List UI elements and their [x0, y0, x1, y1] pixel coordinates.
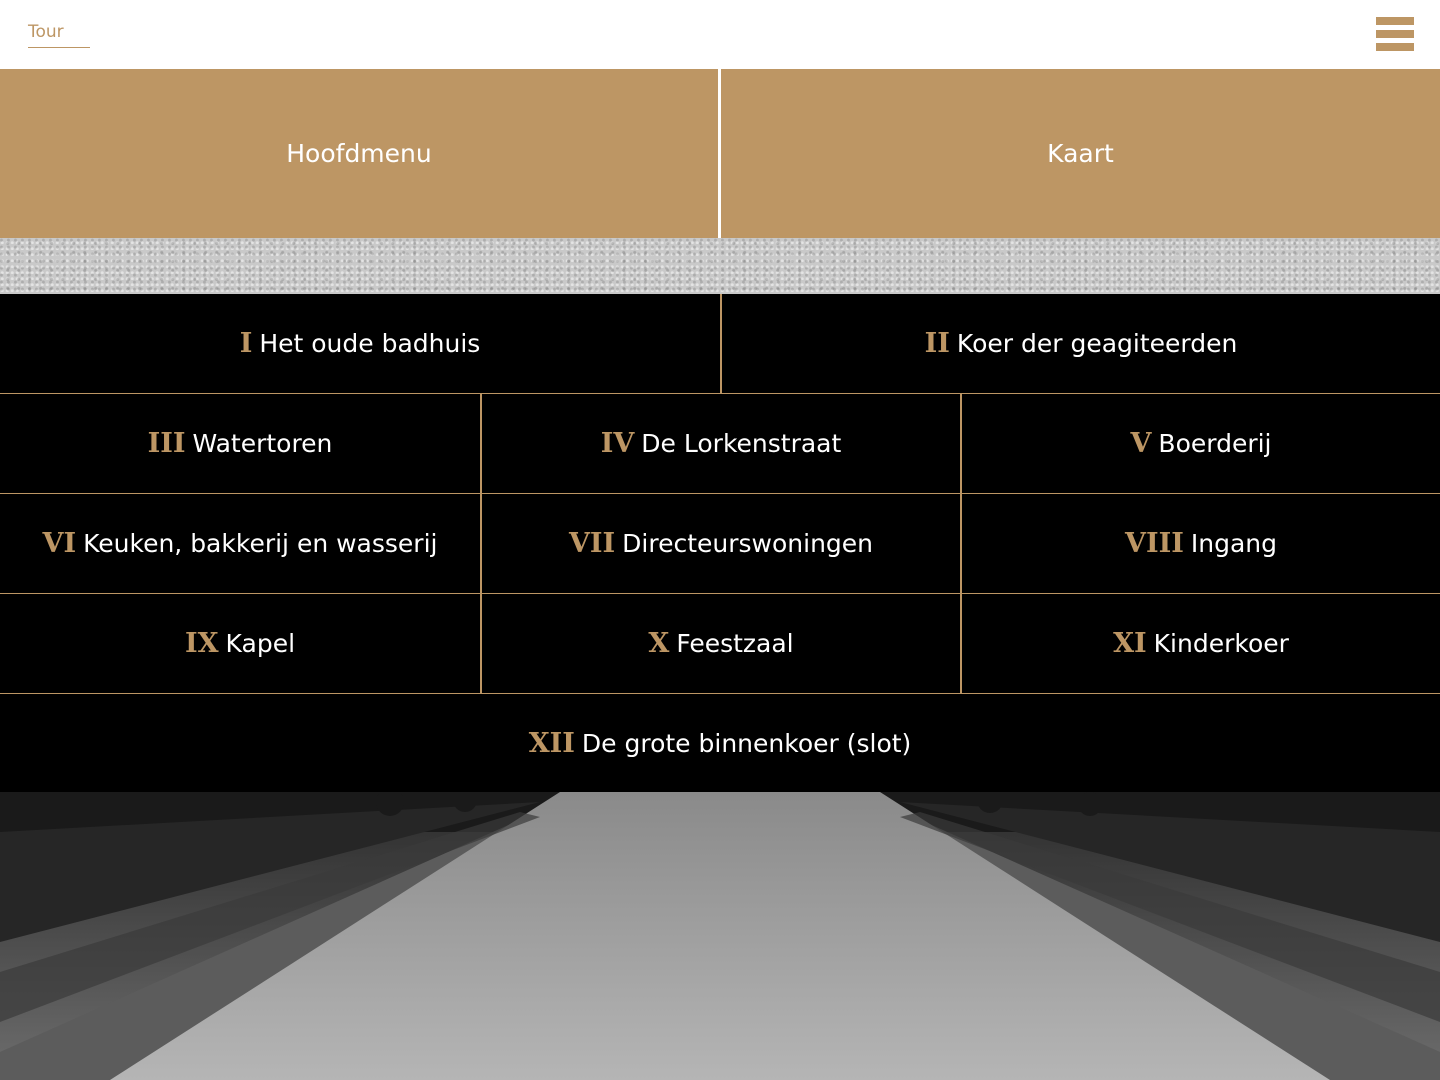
stop-button-9[interactable] [0, 594, 480, 693]
garden-path-photo [0, 792, 1440, 1080]
stop-title: De Lorkenstraat [641, 429, 842, 458]
stop-numeral: IX [184, 628, 219, 659]
stops-row [0, 494, 1440, 594]
main-menu-button[interactable]: Hoofdmenu [0, 69, 718, 238]
stops-row [0, 594, 1440, 694]
stop-numeral: XII [528, 727, 575, 759]
stop-title: Directeurswoningen [622, 529, 874, 558]
stop-button-8[interactable] [960, 494, 1440, 593]
stop-button-10[interactable] [480, 594, 960, 693]
stop-button-1[interactable] [0, 294, 720, 393]
stop-title: Kapel [225, 629, 296, 658]
hamburger-line [1376, 43, 1414, 51]
stop-button-12[interactable] [0, 694, 1440, 792]
stop-numeral: X [648, 628, 670, 659]
stop-title: Boerderij [1158, 429, 1272, 458]
primary-nav [0, 69, 1440, 238]
hamburger-line [1376, 17, 1414, 25]
stop-button-3[interactable] [0, 394, 480, 493]
stop-title: Watertoren [192, 429, 333, 458]
stop-title: Ingang [1190, 529, 1277, 558]
stop-numeral: VIII [1125, 528, 1184, 559]
garden-path-illustration [0, 792, 1440, 1080]
stop-numeral: II [924, 328, 950, 359]
top-bar [0, 0, 1440, 69]
stop-title: Koer der geagiteerden [956, 329, 1238, 358]
tour-tab[interactable]: Tour [28, 21, 90, 48]
stop-button-2[interactable] [720, 294, 1440, 393]
stops-row [0, 694, 1440, 792]
stop-numeral: I [239, 328, 253, 359]
stop-numeral: IV [600, 428, 635, 459]
stop-numeral: XI [1113, 628, 1147, 659]
stop-title: Keuken, bakkerij en wasserij [83, 529, 438, 558]
stop-title: Het oude badhuis [259, 329, 481, 358]
stop-button-6[interactable] [0, 494, 480, 593]
stop-button-5[interactable] [960, 394, 1440, 493]
hamburger-line [1376, 30, 1414, 38]
stop-title: Feestzaal [676, 629, 794, 658]
stone-texture-divider [0, 238, 1440, 294]
stop-numeral: III [147, 428, 186, 459]
stop-button-7[interactable] [480, 494, 960, 593]
stop-button-11[interactable] [960, 594, 1440, 693]
stop-numeral: VII [568, 528, 616, 559]
stop-numeral: VI [42, 528, 77, 559]
stop-numeral: V [1130, 428, 1152, 459]
stops-row [0, 394, 1440, 494]
stops-row [0, 294, 1440, 394]
map-button[interactable]: Kaart [721, 69, 1440, 238]
tour-stops-grid [0, 294, 1440, 792]
stop-title: Kinderkoer [1153, 629, 1289, 658]
stop-button-4[interactable] [480, 394, 960, 493]
hamburger-menu-icon[interactable] [1376, 17, 1414, 51]
stop-title: De grote binnenkoer (slot) [581, 728, 912, 758]
